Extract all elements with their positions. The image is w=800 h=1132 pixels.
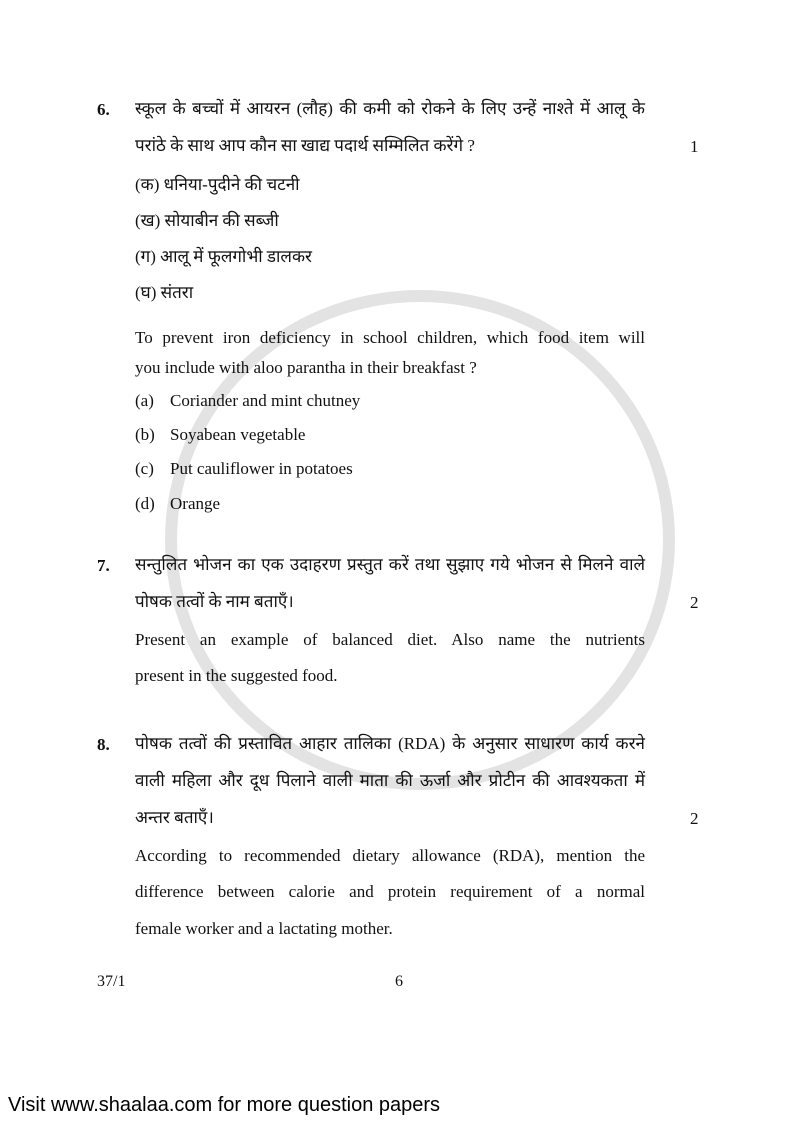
question-text-hindi: स्कूल के बच्चों में आयरन (लौह) की कमी को रोकने के लिए उन्हें नाश्ते में आलू के: [135, 99, 645, 118]
option-text: Coriander and mint chutney: [170, 391, 361, 410]
option-label: (b): [135, 425, 155, 444]
option-hindi: (क) धनिया-पुदीने की चटनी: [135, 175, 300, 194]
option-hindi: (ख) सोयाबीन की सब्जी: [135, 211, 279, 230]
option-hindi: (ग) आलू में फूलगोभी डालकर: [135, 247, 312, 266]
question-marks: 2: [690, 809, 699, 828]
question-text-hindi: पोषक तत्वों के नाम बताएँ।: [135, 592, 294, 611]
question-text-hindi: परांठे के साथ आप कौन सा खाद्य पदार्थ सम्मिलित करेंगे ?: [135, 136, 475, 155]
question-text-hindi: सन्तुलित भोजन का एक उदाहरण प्रस्तुत करें तथा सुझाए गये भोजन से मिलने वाले: [135, 555, 645, 574]
paper-code: 37/1: [97, 973, 126, 990]
question-number: 6.: [97, 100, 110, 119]
question-text-english: present in the suggested food.: [135, 666, 338, 685]
promo-banner[interactable]: Visit www.shaalaa.com for more question papers: [8, 1094, 441, 1116]
option-text: Soyabean vegetable: [170, 425, 306, 444]
question-number: 7.: [97, 556, 110, 575]
question-text-hindi: अन्तर बताएँ।: [135, 808, 214, 827]
option-hindi: (घ) संतरा: [135, 283, 194, 302]
question-text-english: difference between calorie and protein requirement of a normal: [135, 882, 645, 901]
option-label: (a): [135, 391, 154, 410]
question-marks: 1: [690, 137, 699, 156]
option-text: Orange: [170, 494, 221, 513]
question-marks: 2: [690, 593, 699, 612]
question-text-english: To prevent iron deficiency in school children, which food item will: [135, 328, 645, 347]
option-label: (c): [135, 459, 154, 478]
question-number: 8.: [97, 735, 110, 754]
question-text-english: According to recommended dietary allowance (RDA), mention the: [135, 846, 645, 865]
question-text-hindi: पोषक तत्वों की प्रस्तावित आहार तालिका (RDA) के अनुसार साधारण कार्य करने: [135, 734, 645, 753]
question-text-english: female worker and a lactating mother.: [135, 919, 393, 938]
page-number: 6: [395, 973, 403, 990]
question-text-english: Present an example of balanced diet. Also name the nutrients: [135, 630, 645, 649]
question-text-english: you include with aloo parantha in their breakfast ?: [135, 358, 477, 377]
question-text-hindi: वाली महिला और दूध पिलाने वाली माता की ऊर्जा और प्रोटीन की आवश्यकता में: [135, 771, 645, 790]
option-label: (d): [135, 494, 155, 513]
option-text: Put cauliflower in potatoes: [170, 459, 353, 478]
